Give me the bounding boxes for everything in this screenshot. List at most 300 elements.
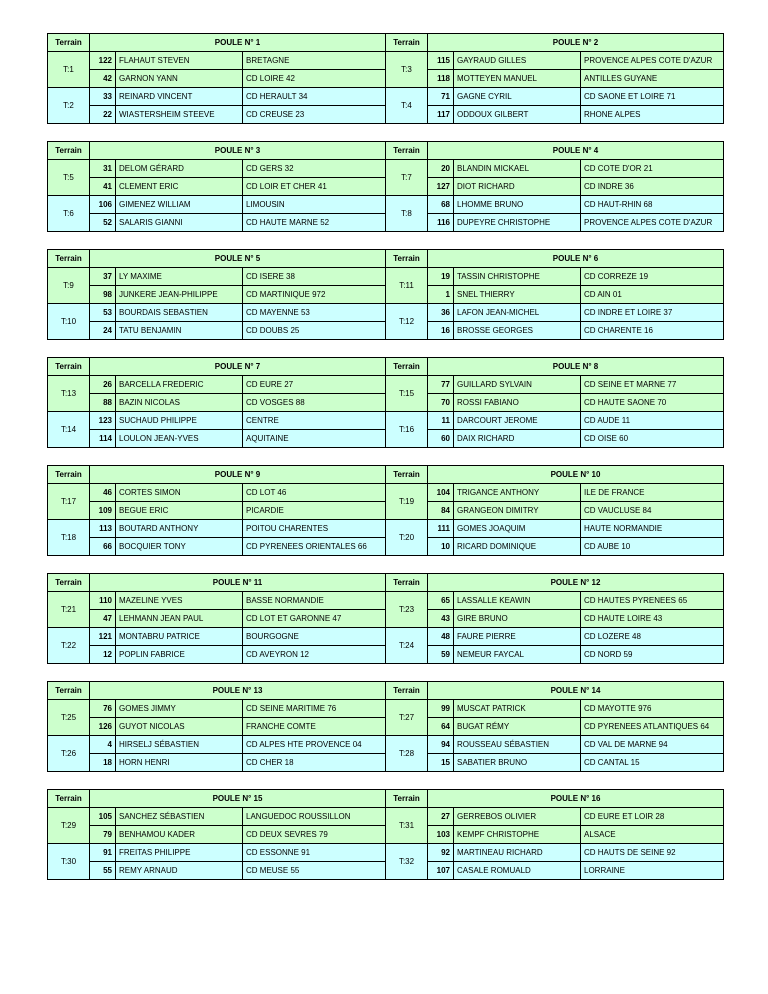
- poule-header-row: [386, 574, 724, 592]
- player-name: GOMES JOAQUIM: [454, 520, 581, 538]
- player-name: REMY ARNAUD: [116, 862, 243, 880]
- player-number: 19: [428, 268, 454, 286]
- player-name: TASSIN CHRISTOPHE: [454, 268, 581, 286]
- player-number: 11: [428, 412, 454, 430]
- player-club: ILE DE FRANCE: [581, 484, 724, 502]
- player-name: LHOMME BRUNO: [454, 196, 581, 214]
- terrain-header-label: Terrain: [48, 142, 90, 160]
- player-row: [386, 268, 724, 286]
- player-number: 126: [90, 718, 116, 736]
- player-club: CD NORD 59: [581, 646, 724, 664]
- player-number: 46: [90, 484, 116, 502]
- player-name: SUCHAUD PHILIPPE: [116, 412, 243, 430]
- poule-header-row: [386, 250, 724, 268]
- terrain-header-label: Terrain: [48, 790, 90, 808]
- player-number: 103: [428, 826, 454, 844]
- player-number: 43: [428, 610, 454, 628]
- player-row: [386, 736, 724, 754]
- player-row: [386, 862, 724, 880]
- player-row: [48, 196, 386, 214]
- poule-header-row: [48, 574, 386, 592]
- player-row: [386, 376, 724, 394]
- player-name: BROSSE GEORGES: [454, 322, 581, 340]
- player-number: 111: [428, 520, 454, 538]
- player-number: 79: [90, 826, 116, 844]
- poule-table: [47, 249, 386, 340]
- player-row: [386, 610, 724, 628]
- terrain-slot: T:19: [386, 484, 428, 520]
- terrain-slot: T:12: [386, 304, 428, 340]
- player-name: DELOM GÉRARD: [116, 160, 243, 178]
- player-club: CD SAONE ET LOIRE 71: [581, 88, 724, 106]
- player-name: TRIGANCE ANTHONY: [454, 484, 581, 502]
- player-row: [386, 826, 724, 844]
- player-row: [48, 106, 386, 124]
- player-number: 37: [90, 268, 116, 286]
- player-number: 107: [428, 862, 454, 880]
- player-number: 122: [90, 52, 116, 70]
- poule-header-row: [386, 142, 724, 160]
- terrain-header-label: Terrain: [386, 466, 428, 484]
- player-club: CD PYRENEES ORIENTALES 66: [243, 538, 386, 556]
- player-row: [386, 52, 724, 70]
- poule-title: POULE N° 5: [90, 250, 386, 268]
- player-club: CD CANTAL 15: [581, 754, 724, 772]
- player-club: CD MEUSE 55: [243, 862, 386, 880]
- player-number: 105: [90, 808, 116, 826]
- player-name: WIASTERSHEIM STEEVE: [116, 106, 243, 124]
- terrain-header-label: Terrain: [386, 790, 428, 808]
- player-club: POITOU CHARENTES: [243, 520, 386, 538]
- terrain-slot: T:23: [386, 592, 428, 628]
- player-name: FLAHAUT STEVEN: [116, 52, 243, 70]
- player-name: HORN HENRI: [116, 754, 243, 772]
- poule-header-row: [386, 790, 724, 808]
- player-row: [386, 592, 724, 610]
- player-number: 4: [90, 736, 116, 754]
- terrain-slot: T:4: [386, 88, 428, 124]
- player-club: CD LOT 46: [243, 484, 386, 502]
- terrain-slot: T:28: [386, 736, 428, 772]
- terrain-slot: T:8: [386, 196, 428, 232]
- player-club: BASSE NORMANDIE: [243, 592, 386, 610]
- player-name: LOULON JEAN-YVES: [116, 430, 243, 448]
- player-row: [386, 628, 724, 646]
- poule-header-row: [48, 790, 386, 808]
- player-name: GOMES JIMMY: [116, 700, 243, 718]
- player-name: BOUTARD ANTHONY: [116, 520, 243, 538]
- player-row: [48, 160, 386, 178]
- poule-table: [47, 681, 386, 772]
- player-name: SALARIS GIANNI: [116, 214, 243, 232]
- player-name: MONTABRU PATRICE: [116, 628, 243, 646]
- player-row: [386, 88, 724, 106]
- poule-table: [47, 141, 386, 232]
- player-club: AQUITAINE: [243, 430, 386, 448]
- poule-title: POULE N° 16: [428, 790, 724, 808]
- player-club: CD HAUTS DE SEINE 92: [581, 844, 724, 862]
- player-name: ROSSI FABIANO: [454, 394, 581, 412]
- poule-grid: [47, 33, 723, 880]
- terrain-slot: T:10: [48, 304, 90, 340]
- player-row: [48, 646, 386, 664]
- player-club: CD PYRENEES ATLANTIQUES 64: [581, 718, 724, 736]
- player-club: CD HAUTE LOIRE 43: [581, 610, 724, 628]
- player-name: GRANGEON DIMITRY: [454, 502, 581, 520]
- player-row: [48, 592, 386, 610]
- player-name: ROUSSEAU SÉBASTIEN: [454, 736, 581, 754]
- player-club: CD OISE 60: [581, 430, 724, 448]
- terrain-header-label: Terrain: [48, 250, 90, 268]
- poule-table: [47, 465, 386, 556]
- player-name: LEHMANN JEAN PAUL: [116, 610, 243, 628]
- player-club: CD HAUTE MARNE 52: [243, 214, 386, 232]
- player-row: [386, 412, 724, 430]
- player-row: [386, 178, 724, 196]
- player-name: MOTTEYEN MANUEL: [454, 70, 581, 88]
- player-number: 18: [90, 754, 116, 772]
- terrain-slot: T:26: [48, 736, 90, 772]
- player-row: [48, 88, 386, 106]
- poule-title: POULE N° 2: [428, 34, 724, 52]
- terrain-slot: T:5: [48, 160, 90, 196]
- player-name: DUPEYRE CHRISTOPHE: [454, 214, 581, 232]
- terrain-slot: T:17: [48, 484, 90, 520]
- player-row: [386, 538, 724, 556]
- player-number: 64: [428, 718, 454, 736]
- player-row: [386, 322, 724, 340]
- player-number: 36: [428, 304, 454, 322]
- player-number: 91: [90, 844, 116, 862]
- player-club: LORRAINE: [581, 862, 724, 880]
- player-number: 22: [90, 106, 116, 124]
- player-row: [48, 826, 386, 844]
- poule-title: POULE N° 11: [90, 574, 386, 592]
- player-name: BOCQUIER TONY: [116, 538, 243, 556]
- player-club: CD MAYENNE 53: [243, 304, 386, 322]
- player-club: CD LOT ET GARONNE 47: [243, 610, 386, 628]
- player-club: CD AUDE 11: [581, 412, 724, 430]
- player-club: CD DEUX SEVRES 79: [243, 826, 386, 844]
- player-row: [48, 538, 386, 556]
- player-number: 65: [428, 592, 454, 610]
- player-club: CD EURE ET LOIR 28: [581, 808, 724, 826]
- player-club: CD LOIR ET CHER 41: [243, 178, 386, 196]
- player-number: 16: [428, 322, 454, 340]
- player-name: GAGNE CYRIL: [454, 88, 581, 106]
- player-name: DIOT RICHARD: [454, 178, 581, 196]
- terrain-slot: T:16: [386, 412, 428, 448]
- poule-header-row: [386, 34, 724, 52]
- player-club: CD AIN 01: [581, 286, 724, 304]
- terrain-slot: T:25: [48, 700, 90, 736]
- player-number: 121: [90, 628, 116, 646]
- poule-title: POULE N° 15: [90, 790, 386, 808]
- poule-title: POULE N° 12: [428, 574, 724, 592]
- player-number: 42: [90, 70, 116, 88]
- player-club: CD CREUSE 23: [243, 106, 386, 124]
- poule-header-row: [386, 682, 724, 700]
- player-name: HIRSELJ SÉBASTIEN: [116, 736, 243, 754]
- player-row: [48, 430, 386, 448]
- player-club: CD EURE 27: [243, 376, 386, 394]
- player-name: BUGAT RÉMY: [454, 718, 581, 736]
- player-row: [48, 736, 386, 754]
- poule-table: [385, 249, 724, 340]
- player-club: CD VOSGES 88: [243, 394, 386, 412]
- player-club: ALSACE: [581, 826, 724, 844]
- player-name: ODDOUX GILBERT: [454, 106, 581, 124]
- terrain-slot: T:24: [386, 628, 428, 664]
- player-club: CD VAUCLUSE 84: [581, 502, 724, 520]
- player-name: GAYRAUD GILLES: [454, 52, 581, 70]
- terrain-slot: T:11: [386, 268, 428, 304]
- terrain-header-label: Terrain: [386, 34, 428, 52]
- player-row: [48, 412, 386, 430]
- player-number: 10: [428, 538, 454, 556]
- player-row: [386, 844, 724, 862]
- player-club: PICARDIE: [243, 502, 386, 520]
- player-number: 70: [428, 394, 454, 412]
- player-club: CD HERAULT 34: [243, 88, 386, 106]
- player-name: SNEL THIERRY: [454, 286, 581, 304]
- player-club: CD AUBE 10: [581, 538, 724, 556]
- player-name: GERREBOS OLIVIER: [454, 808, 581, 826]
- poule-header-row: [48, 682, 386, 700]
- player-name: FAURE PIERRE: [454, 628, 581, 646]
- player-name: GIRE BRUNO: [454, 610, 581, 628]
- poule-title: POULE N° 6: [428, 250, 724, 268]
- player-number: 113: [90, 520, 116, 538]
- tournament-sheet: [47, 33, 723, 880]
- player-row: [48, 502, 386, 520]
- player-row: [386, 304, 724, 322]
- player-club: CD SEINE MARITIME 76: [243, 700, 386, 718]
- player-row: [386, 286, 724, 304]
- player-row: [386, 214, 724, 232]
- poule-table: [385, 681, 724, 772]
- player-row: [48, 700, 386, 718]
- player-number: 27: [428, 808, 454, 826]
- player-name: SABATIER BRUNO: [454, 754, 581, 772]
- poule-table: [385, 789, 724, 880]
- player-number: 55: [90, 862, 116, 880]
- player-name: BLANDIN MICKAEL: [454, 160, 581, 178]
- terrain-header-label: Terrain: [386, 574, 428, 592]
- terrain-header-label: Terrain: [386, 682, 428, 700]
- player-name: MARTINEAU RICHARD: [454, 844, 581, 862]
- poule-header-row: [48, 358, 386, 376]
- player-number: 98: [90, 286, 116, 304]
- player-club: BRETAGNE: [243, 52, 386, 70]
- player-club: CD COTE D'OR 21: [581, 160, 724, 178]
- player-name: BAZIN NICOLAS: [116, 394, 243, 412]
- player-row: [386, 754, 724, 772]
- player-number: 123: [90, 412, 116, 430]
- player-club: CD INDRE ET LOIRE 37: [581, 304, 724, 322]
- player-number: 110: [90, 592, 116, 610]
- poule-title: POULE N° 8: [428, 358, 724, 376]
- terrain-slot: T:32: [386, 844, 428, 880]
- player-row: [386, 718, 724, 736]
- player-number: 52: [90, 214, 116, 232]
- poule-table: [385, 141, 724, 232]
- terrain-slot: T:21: [48, 592, 90, 628]
- player-row: [386, 700, 724, 718]
- player-name: SANCHEZ SÉBASTIEN: [116, 808, 243, 826]
- terrain-slot: T:18: [48, 520, 90, 556]
- terrain-header-label: Terrain: [386, 250, 428, 268]
- terrain-header-label: Terrain: [48, 574, 90, 592]
- player-number: 26: [90, 376, 116, 394]
- player-number: 1: [428, 286, 454, 304]
- player-row: [48, 394, 386, 412]
- player-number: 127: [428, 178, 454, 196]
- player-club: CD CORREZE 19: [581, 268, 724, 286]
- poule-header-row: [386, 358, 724, 376]
- player-row: [386, 484, 724, 502]
- player-club: CD CHER 18: [243, 754, 386, 772]
- poule-title: POULE N° 3: [90, 142, 386, 160]
- player-number: 47: [90, 610, 116, 628]
- player-number: 68: [428, 196, 454, 214]
- player-name: MAZELINE YVES: [116, 592, 243, 610]
- poule-title: POULE N° 10: [428, 466, 724, 484]
- terrain-slot: T:14: [48, 412, 90, 448]
- terrain-slot: T:20: [386, 520, 428, 556]
- player-row: [48, 754, 386, 772]
- terrain-slot: T:13: [48, 376, 90, 412]
- poule-table: [385, 357, 724, 448]
- player-row: [386, 196, 724, 214]
- poule-table: [385, 573, 724, 664]
- player-row: [386, 394, 724, 412]
- terrain-slot: T:22: [48, 628, 90, 664]
- terrain-header-label: Terrain: [386, 142, 428, 160]
- terrain-slot: T:27: [386, 700, 428, 736]
- player-name: POPLIN FABRICE: [116, 646, 243, 664]
- terrain-slot: T:31: [386, 808, 428, 844]
- player-name: BOURDAIS SEBASTIEN: [116, 304, 243, 322]
- player-row: [48, 610, 386, 628]
- player-club: CD VAL DE MARNE 94: [581, 736, 724, 754]
- player-name: LASSALLE KEAWIN: [454, 592, 581, 610]
- player-row: [386, 70, 724, 88]
- player-number: 94: [428, 736, 454, 754]
- player-club: ANTILLES GUYANE: [581, 70, 724, 88]
- poule-table: [47, 789, 386, 880]
- player-club: FRANCHE COMTE: [243, 718, 386, 736]
- player-number: 116: [428, 214, 454, 232]
- player-number: 88: [90, 394, 116, 412]
- player-number: 117: [428, 106, 454, 124]
- poule-table: [47, 573, 386, 664]
- player-number: 60: [428, 430, 454, 448]
- player-row: [48, 304, 386, 322]
- terrain-header-label: Terrain: [386, 358, 428, 376]
- poule-header-row: [48, 466, 386, 484]
- poule-title: POULE N° 13: [90, 682, 386, 700]
- poule-header-row: [48, 34, 386, 52]
- terrain-slot: T:30: [48, 844, 90, 880]
- player-row: [386, 520, 724, 538]
- player-name: FREITAS PHILIPPE: [116, 844, 243, 862]
- player-row: [48, 520, 386, 538]
- player-row: [386, 106, 724, 124]
- player-number: 41: [90, 178, 116, 196]
- player-name: DARCOURT JEROME: [454, 412, 581, 430]
- player-club: CD HAUTES PYRENEES 65: [581, 592, 724, 610]
- player-number: 77: [428, 376, 454, 394]
- player-row: [48, 376, 386, 394]
- player-name: BARCELLA FREDERIC: [116, 376, 243, 394]
- player-number: 76: [90, 700, 116, 718]
- player-row: [386, 808, 724, 826]
- terrain-header-label: Terrain: [48, 466, 90, 484]
- player-row: [48, 52, 386, 70]
- player-name: MUSCAT PATRICK: [454, 700, 581, 718]
- player-name: GUYOT NICOLAS: [116, 718, 243, 736]
- poule-table: [385, 33, 724, 124]
- player-row: [48, 178, 386, 196]
- terrain-slot: T:9: [48, 268, 90, 304]
- player-name: LAFON JEAN-MICHEL: [454, 304, 581, 322]
- player-club: CD HAUT-RHIN 68: [581, 196, 724, 214]
- player-club: CD GERS 32: [243, 160, 386, 178]
- player-club: CD AVEYRON 12: [243, 646, 386, 664]
- player-number: 12: [90, 646, 116, 664]
- player-row: [48, 844, 386, 862]
- player-name: GARNON YANN: [116, 70, 243, 88]
- player-row: [386, 160, 724, 178]
- player-name: JUNKERE JEAN-PHILIPPE: [116, 286, 243, 304]
- player-number: 59: [428, 646, 454, 664]
- player-row: [386, 646, 724, 664]
- terrain-slot: T:7: [386, 160, 428, 196]
- player-club: CD DOUBS 25: [243, 322, 386, 340]
- player-name: NEMEUR FAYCAL: [454, 646, 581, 664]
- poule-table: [385, 465, 724, 556]
- player-number: 53: [90, 304, 116, 322]
- terrain-slot: T:2: [48, 88, 90, 124]
- player-name: DAIX RICHARD: [454, 430, 581, 448]
- player-club: RHONE ALPES: [581, 106, 724, 124]
- terrain-slot: T:29: [48, 808, 90, 844]
- player-number: 33: [90, 88, 116, 106]
- player-club: CD ISERE 38: [243, 268, 386, 286]
- player-club: CD ALPES HTE PROVENCE 04: [243, 736, 386, 754]
- player-number: 48: [428, 628, 454, 646]
- player-number: 24: [90, 322, 116, 340]
- player-row: [48, 214, 386, 232]
- player-name: BENHAMOU KADER: [116, 826, 243, 844]
- player-row: [48, 628, 386, 646]
- poule-title: POULE N° 7: [90, 358, 386, 376]
- player-number: 66: [90, 538, 116, 556]
- player-row: [48, 862, 386, 880]
- player-club: CD LOZERE 48: [581, 628, 724, 646]
- player-row: [48, 808, 386, 826]
- player-club: CD LOIRE 42: [243, 70, 386, 88]
- player-club: PROVENCE ALPES COTE D'AZUR: [581, 52, 724, 70]
- player-club: CD MAYOTTE 976: [581, 700, 724, 718]
- player-club: CD ESSONNE 91: [243, 844, 386, 862]
- player-name: KEMPF CHRISTOPHE: [454, 826, 581, 844]
- player-number: 99: [428, 700, 454, 718]
- poule-header-row: [48, 142, 386, 160]
- poule-table: [47, 33, 386, 124]
- player-name: RICARD DOMINIQUE: [454, 538, 581, 556]
